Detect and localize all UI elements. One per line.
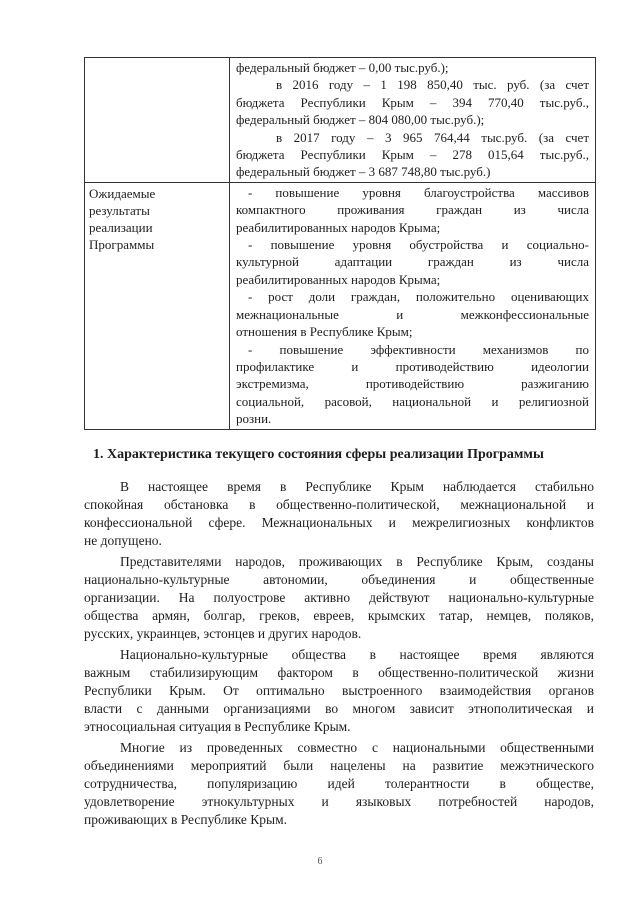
budget-line: федеральный бюджет – 0,00 тыс.руб.);	[236, 60, 449, 75]
budget-value-cell	[230, 58, 596, 183]
page-number: 6	[317, 856, 323, 867]
results-line: реабилитированных народов Крыма;	[236, 219, 441, 235]
results-label-line: Ожидаемые	[89, 185, 156, 201]
text-line: национально-культурные автономии, объединения и общественные	[84, 572, 594, 587]
budget-line: бюджета Республики Крым – 394 770,40 тыс.руб.,	[236, 94, 589, 110]
paragraph	[84, 478, 594, 550]
text-line: организации. На полуострове активно действуют национально-культурные	[84, 590, 594, 605]
program-passport-table	[84, 57, 596, 430]
results-line: межнациональные и межконфессиональные	[236, 306, 589, 322]
table-row	[85, 182, 596, 429]
results-line: - повышение уровня благоустройства массивов	[248, 184, 589, 200]
section-heading: 1. Характеристика текущего состояния сферы реализации Программы	[93, 447, 544, 462]
text-line: спокойная обстановка в общественно-политической, межнациональной и	[84, 497, 594, 512]
results-line: розни.	[236, 411, 272, 427]
text-line: этносоциальная ситуация в Республике Крым.	[84, 719, 351, 734]
results-line: - рост доли граждан, положительно оценивающих	[248, 289, 589, 305]
results-line: - повышение уровня обустройства и социально-	[248, 237, 589, 253]
text-line: важным стабилизирующим фактором в общественно-политической жизни	[84, 665, 594, 680]
text-line: Многие из проведенных совместно с национальными общественными	[120, 740, 594, 755]
results-line: - повышение эффективности механизмов по	[248, 341, 589, 357]
text-line: Республики Крым. От оптимально выстроенного взаимодействия органов	[84, 683, 594, 698]
text-line: русских, украинцев, эстонцев и других народов.	[84, 626, 362, 641]
body-text	[84, 478, 594, 832]
results-value-cell	[230, 182, 596, 429]
text-line: объединениями мероприятий были нацелены на развитие межэтнического	[84, 758, 594, 773]
text-line: конфессиональной сфере. Межнациональных и межрелигиозных конфликтов	[84, 515, 594, 530]
results-line: реабилитированных народов Крыма;	[236, 271, 441, 287]
budget-line: в 2016 году – 1 198 850,40 тыс. руб. (за счет	[276, 77, 589, 93]
text-line: проживающих в Республике Крым.	[84, 812, 287, 827]
table-row	[85, 58, 596, 183]
results-line: профилактике и противодействию идеологии	[236, 358, 589, 374]
results-line: компактного проживания граждан из числа	[236, 202, 589, 218]
results-label-line: Программы	[89, 236, 155, 252]
text-line: удовлетворение этнокультурных и языковых потребностей народов,	[84, 794, 594, 809]
results-line: отношения в Республике Крым;	[236, 324, 413, 340]
text-line: Национально-культурные общества в настоящее время являются	[120, 647, 594, 662]
budget-line: в 2017 году – 3 965 764,44 тыс.руб. (за счет	[276, 129, 589, 145]
results-label-line: результаты	[89, 202, 150, 218]
budget-line: федеральный бюджет – 804 080,00 тыс.руб.);	[236, 112, 485, 128]
results-label-cell	[85, 182, 230, 429]
text-line: общества армян, болгар, греков, евреев, крымских татар, немцев, поляков,	[84, 608, 594, 623]
results-line: социальной, расовой, национальной и религиозной	[236, 393, 589, 409]
results-line: экстремизма, противодействию разжиганию	[236, 376, 589, 392]
results-line: культурной адаптации граждан из числа	[236, 254, 589, 270]
text-line: В настоящее время в Республике Крым наблюдается стабильно	[120, 479, 594, 494]
paragraph	[84, 646, 594, 736]
text-line: власти с данными организациями во многом зависит этнополитическая и	[84, 701, 594, 716]
paragraph	[84, 553, 594, 643]
budget-line: федеральный бюджет – 3 687 748,80 тыс.руб.)	[236, 164, 491, 180]
budget-line: бюджета Республики Крым – 278 015,64 тыс.руб.,	[236, 147, 589, 163]
text-line: Представителями народов, проживающих в Республике Крым, созданы	[120, 554, 594, 569]
budget-label-cell	[85, 58, 230, 183]
paragraph	[84, 739, 594, 829]
results-label-line: реализации	[89, 219, 153, 235]
text-line: не допущено.	[84, 533, 162, 548]
text-line: сотрудничества, популяризацию идей толерантности в обществе,	[84, 776, 594, 791]
